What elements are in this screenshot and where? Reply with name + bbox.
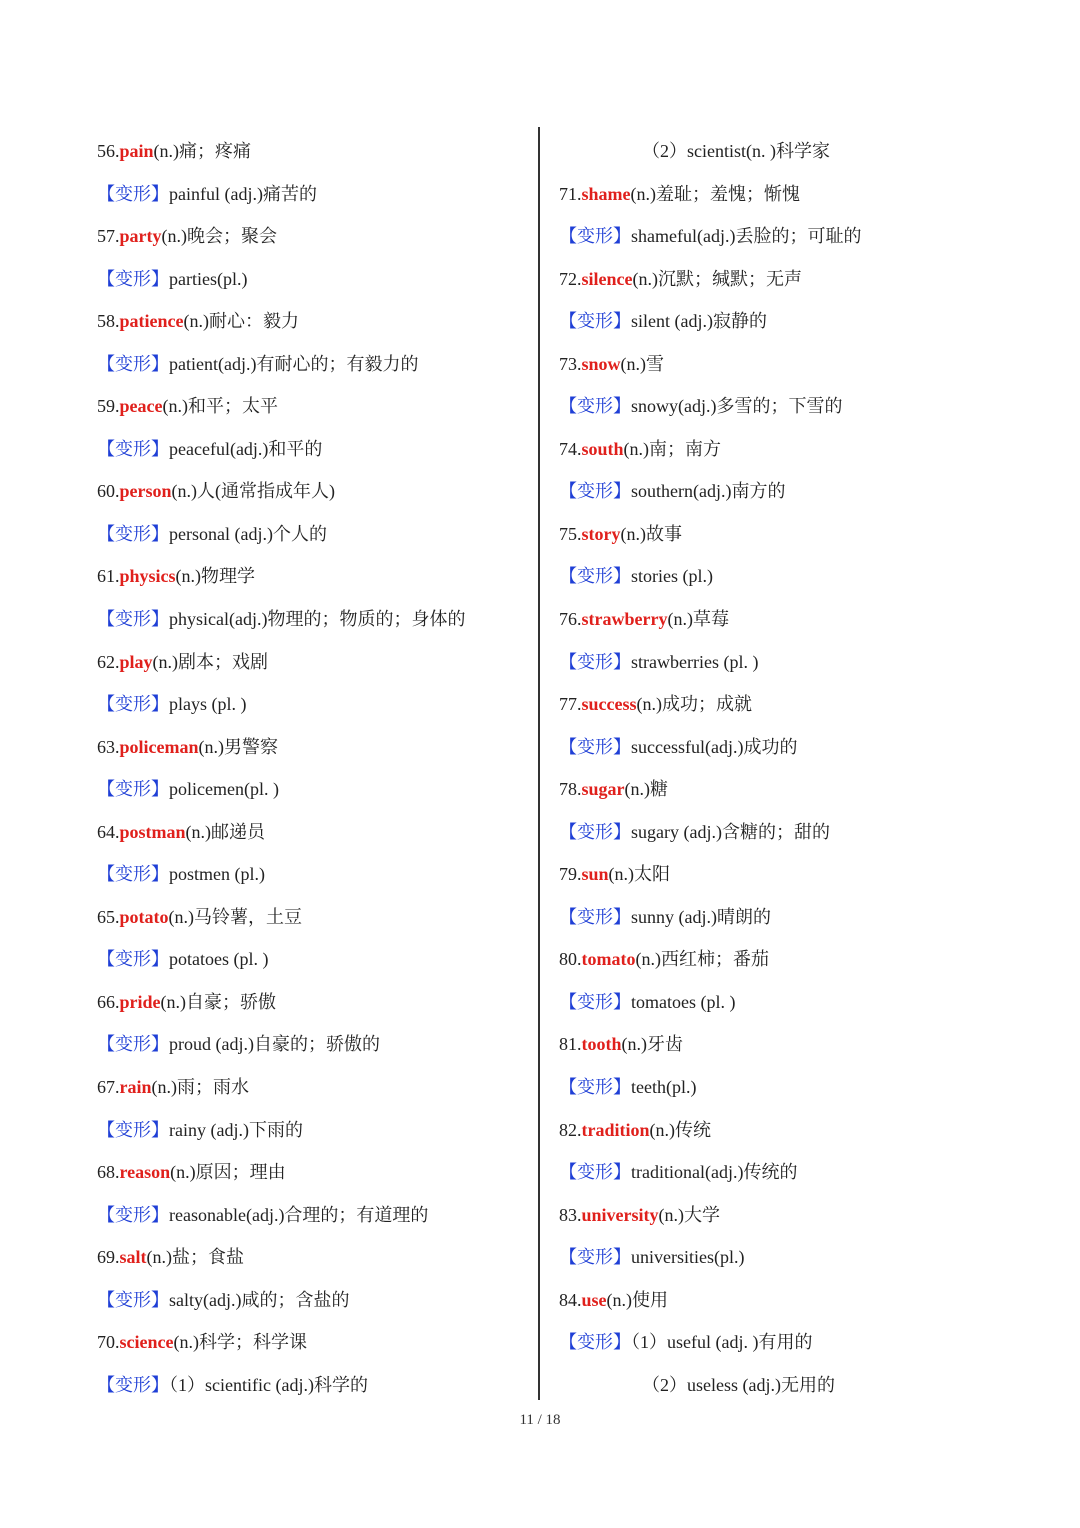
variant-form xyxy=(559,470,999,513)
entry-definition: (n.)盐；食盐 xyxy=(146,1247,244,1268)
vocab-entry xyxy=(559,683,999,726)
headword: south xyxy=(581,438,624,459)
variant-subitem xyxy=(559,130,999,173)
variant-tag: 【变形】 xyxy=(97,183,169,204)
entry-definition: (n.)耐心：毅力 xyxy=(183,311,299,332)
variant-text: peaceful(adj.)和平的 xyxy=(169,438,323,459)
variant-form xyxy=(559,811,999,854)
entry-number: 79. xyxy=(559,864,582,885)
vocab-entry xyxy=(97,555,527,598)
entry-number: 60. xyxy=(97,481,120,502)
entry-definition: (n.)男警察 xyxy=(198,736,278,757)
variant-tag: 【变形】 xyxy=(559,991,631,1012)
entry-number: 68. xyxy=(97,1162,120,1183)
variant-tag: 【变形】 xyxy=(559,566,631,587)
vocab-entry xyxy=(559,1194,999,1237)
headword: peace xyxy=(119,396,163,417)
variant-form xyxy=(97,1109,527,1152)
variant-form xyxy=(559,1066,999,1109)
variant-text: snowy(adj.)多雪的；下雪的 xyxy=(631,396,843,417)
variant-text: salty(adj.)咸的；含盐的 xyxy=(169,1289,350,1310)
entry-definition: (n.)邮递员 xyxy=(185,821,266,842)
variant-tag: 【变形】 xyxy=(559,736,631,757)
variant-form xyxy=(97,768,527,811)
variant-form xyxy=(559,300,999,343)
headword: rain xyxy=(119,1077,152,1098)
vocab-entry xyxy=(97,1236,527,1279)
variant-text: potatoes (pl. ) xyxy=(169,949,269,970)
entry-definition: (n.)雨；雨水 xyxy=(151,1077,250,1098)
entry-number: 57. xyxy=(97,226,120,247)
variant-form xyxy=(559,896,999,939)
entry-number: 83. xyxy=(559,1204,582,1225)
vocab-entry xyxy=(559,428,999,471)
headword: postman xyxy=(119,821,186,842)
entry-number: 81. xyxy=(559,1034,582,1055)
variant-form xyxy=(559,215,999,258)
headword: reason xyxy=(119,1162,171,1183)
vocab-entry xyxy=(97,1066,527,1109)
variant-text: shameful(adj.)丢脸的；可耻的 xyxy=(631,226,862,247)
variant-text: rainy (adj.)下雨的 xyxy=(169,1119,303,1140)
variant-tag: 【变形】 xyxy=(97,1289,169,1310)
variant-tag: 【变形】 xyxy=(559,1162,631,1183)
variant-form xyxy=(97,1194,527,1237)
headword: strawberry xyxy=(581,609,668,630)
entry-number: 69. xyxy=(97,1247,120,1268)
variant-form xyxy=(97,1023,527,1066)
headword: pain xyxy=(119,141,154,161)
entry-definition: (n.)人(通常指成年人) xyxy=(171,481,335,502)
entry-definition: (n.)糖 xyxy=(624,779,669,800)
variant-text: parties(pl.) xyxy=(169,268,248,289)
variant-text: universities(pl.) xyxy=(631,1247,745,1268)
variant-text: personal (adj.)个人的 xyxy=(169,523,327,544)
entry-definition: (n.)科学；科学课 xyxy=(173,1332,307,1353)
variant-text: postmen (pl.) xyxy=(169,864,265,885)
headword: science xyxy=(119,1332,174,1353)
variant-tag: 【变形】 xyxy=(97,609,169,630)
headword: university xyxy=(581,1204,659,1225)
vocab-entry xyxy=(97,385,527,428)
headword: party xyxy=(119,226,162,247)
variant-tag: 【变形】 xyxy=(97,1204,169,1225)
headword: shame xyxy=(581,183,631,204)
entry-definition: (n.)牙齿 xyxy=(621,1034,683,1055)
variant-form xyxy=(97,598,527,641)
entry-definition: (n.)原因；理由 xyxy=(170,1162,286,1183)
variant-form xyxy=(97,853,527,896)
variant-form xyxy=(559,1151,999,1194)
vocab-entry xyxy=(559,173,999,216)
variant-tag: 【变形】 xyxy=(97,523,169,544)
variant-text: southern(adj.)南方的 xyxy=(631,481,786,502)
entry-number: 75. xyxy=(559,523,582,544)
vocab-entry xyxy=(97,130,527,173)
headword: use xyxy=(581,1289,607,1310)
entry-definition: (n.)自豪；骄傲 xyxy=(160,991,277,1012)
variant-form xyxy=(97,683,527,726)
vocab-entry xyxy=(97,896,527,939)
variant-form xyxy=(97,258,527,301)
variant-tag: 【变形】 xyxy=(559,1077,631,1098)
entry-number: 84. xyxy=(559,1289,582,1310)
vocab-entry xyxy=(559,258,999,301)
variant-form xyxy=(97,173,527,216)
variant-form xyxy=(97,938,527,981)
vocab-entry xyxy=(559,513,999,556)
entry-number: 74. xyxy=(559,438,582,459)
entry-number: 64. xyxy=(97,821,120,842)
variant-text: strawberries (pl. ) xyxy=(631,651,759,672)
vocab-entry xyxy=(97,1151,527,1194)
variant-text: sunny (adj.)晴朗的 xyxy=(631,906,771,927)
vocab-entry xyxy=(559,1279,999,1322)
variant-form xyxy=(559,555,999,598)
variant-form xyxy=(97,513,527,556)
entry-definition: (n.)南；南方 xyxy=(623,438,722,459)
variant-text: reasonable(adj.)合理的；有道理的 xyxy=(169,1204,429,1225)
variant-text: successful(adj.)成功的 xyxy=(631,736,798,757)
variant-tag: 【变形】 xyxy=(97,694,169,715)
entry-definition: (n.)西红柿；番茄 xyxy=(635,949,769,970)
column-divider xyxy=(538,127,540,1400)
variant-subitem xyxy=(559,1364,999,1407)
headword: tomato xyxy=(581,949,636,970)
headword: silence xyxy=(581,268,633,289)
vocab-entry xyxy=(559,343,999,386)
variant-text: policemen(pl. ) xyxy=(169,779,279,800)
vocab-entry xyxy=(97,300,527,343)
vocab-entry xyxy=(559,938,999,981)
vocab-entry xyxy=(559,598,999,641)
variant-tag: 【变形】 xyxy=(559,1247,631,1268)
headword: person xyxy=(119,481,172,502)
entry-number: 72. xyxy=(559,268,582,289)
entry-number: 59. xyxy=(97,396,120,417)
variant-text: （2）useless (adj.)无用的 xyxy=(642,1374,835,1395)
variant-form xyxy=(559,1236,999,1279)
variant-tag: 【变形】 xyxy=(97,353,169,374)
headword: snow xyxy=(581,353,621,374)
variant-tag: 【变形】 xyxy=(559,1332,631,1353)
variant-tag: 【变形】 xyxy=(97,1034,169,1055)
entry-number: 65. xyxy=(97,906,120,927)
entry-definition: (n.)物理学 xyxy=(175,566,256,587)
entry-number: 73. xyxy=(559,353,582,374)
page-number: 11 / 18 xyxy=(519,1412,561,1428)
variant-tag: 【变形】 xyxy=(97,949,169,970)
entry-definition: (n.)沉默；缄默；无声 xyxy=(632,268,802,289)
entry-number: 67. xyxy=(97,1077,120,1098)
vocab-entry xyxy=(97,811,527,854)
entry-number: 71. xyxy=(559,183,582,204)
entry-number: 62. xyxy=(97,651,120,672)
entry-definition: (n.)使用 xyxy=(606,1289,669,1310)
headword: policeman xyxy=(119,736,199,757)
entry-definition: (n.)太阳 xyxy=(608,864,671,885)
headword: salt xyxy=(119,1247,147,1268)
entry-definition: (n.)成功；成就 xyxy=(636,694,752,715)
variant-text: sugary (adj.)含糖的；甜的 xyxy=(631,821,830,842)
variant-form xyxy=(97,1364,527,1407)
variant-text: （2）scientist(n. )科学家 xyxy=(642,141,830,161)
vocab-entry xyxy=(97,641,527,684)
vocab-entry xyxy=(559,1109,999,1152)
vocab-entry xyxy=(97,726,527,769)
entry-number: 70. xyxy=(97,1332,120,1353)
entry-number: 78. xyxy=(559,779,582,800)
variant-text: traditional(adj.)传统的 xyxy=(631,1162,798,1183)
entry-definition: (n.)草莓 xyxy=(667,609,729,630)
variant-tag: 【变形】 xyxy=(559,906,631,927)
headword: patience xyxy=(119,311,184,332)
variant-text: proud (adj.)自豪的；骄傲的 xyxy=(169,1034,380,1055)
variant-text: （1）useful (adj. )有用的 xyxy=(631,1332,813,1353)
entry-definition: (n.)故事 xyxy=(620,523,682,544)
vocab-entry xyxy=(97,1321,527,1364)
variant-text: patient(adj.)有耐心的；有毅力的 xyxy=(169,353,419,374)
headword: pride xyxy=(119,991,161,1012)
variant-tag: 【变形】 xyxy=(559,651,631,672)
variant-text: painful (adj.)痛苦的 xyxy=(169,183,317,204)
variant-form xyxy=(97,1279,527,1322)
headword: story xyxy=(581,523,621,544)
right-column xyxy=(559,130,999,1406)
vocab-entry xyxy=(559,853,999,896)
headword: potato xyxy=(119,906,169,927)
entry-number: 66. xyxy=(97,991,120,1012)
entry-definition: (n.)雪 xyxy=(620,353,665,374)
headword: play xyxy=(119,651,153,672)
vocab-entry xyxy=(97,981,527,1024)
variant-text: （1）scientific (adj.)科学的 xyxy=(169,1374,368,1395)
headword: physics xyxy=(119,566,176,587)
variant-tag: 【变形】 xyxy=(559,311,631,332)
entry-definition: (n.)传统 xyxy=(649,1119,712,1140)
entry-definition: (n.)羞耻；羞愧；惭愧 xyxy=(630,183,800,204)
headword: sun xyxy=(581,864,609,885)
variant-text: physical(adj.)物理的；物质的；身体的 xyxy=(169,609,466,630)
vocab-entry xyxy=(559,1023,999,1066)
variant-tag: 【变形】 xyxy=(559,481,631,502)
variant-tag: 【变形】 xyxy=(97,1374,169,1395)
variant-text: teeth(pl.) xyxy=(631,1077,697,1098)
left-column xyxy=(97,130,527,1406)
entry-number: 61. xyxy=(97,566,120,587)
variant-form xyxy=(559,641,999,684)
variant-tag: 【变形】 xyxy=(97,864,169,885)
entry-number: 76. xyxy=(559,609,582,630)
variant-form xyxy=(97,428,527,471)
variant-form xyxy=(559,981,999,1024)
variant-tag: 【变形】 xyxy=(559,396,631,417)
headword: success xyxy=(581,694,637,715)
headword: tooth xyxy=(581,1034,622,1055)
entry-number: 56. xyxy=(97,141,120,161)
entry-definition: (n.)和平；太平 xyxy=(162,396,278,417)
variant-tag: 【变形】 xyxy=(559,821,631,842)
entry-number: 82. xyxy=(559,1119,582,1140)
entry-number: 58. xyxy=(97,311,120,332)
vocab-entry xyxy=(559,768,999,811)
variant-tag: 【变形】 xyxy=(97,1119,169,1140)
variant-text: stories (pl.) xyxy=(631,566,713,587)
entry-definition: (n.)剧本；戏剧 xyxy=(152,651,269,672)
variant-text: tomatoes (pl. ) xyxy=(631,991,736,1012)
entry-definition: (n.)大学 xyxy=(658,1204,721,1225)
headword: tradition xyxy=(581,1119,650,1140)
variant-tag: 【变形】 xyxy=(97,779,169,800)
variant-text: plays (pl. ) xyxy=(169,694,247,715)
variant-tag: 【变形】 xyxy=(97,268,169,289)
variant-form xyxy=(559,385,999,428)
entry-number: 63. xyxy=(97,736,120,757)
variant-form xyxy=(559,1321,999,1364)
variant-tag: 【变形】 xyxy=(97,438,169,459)
variant-form xyxy=(97,343,527,386)
vocab-entry xyxy=(97,215,527,258)
variant-tag: 【变形】 xyxy=(559,226,631,247)
entry-definition: (n.)晚会；聚会 xyxy=(161,226,277,247)
vocab-entry xyxy=(97,470,527,513)
entry-definition: (n.)痛；疼痛 xyxy=(153,141,252,161)
entry-number: 80. xyxy=(559,949,582,970)
entry-definition: (n.)马铃薯，土豆 xyxy=(168,906,302,927)
variant-text: silent (adj.)寂静的 xyxy=(631,311,767,332)
entry-number: 77. xyxy=(559,694,582,715)
variant-form xyxy=(559,726,999,769)
headword: sugar xyxy=(581,779,625,800)
